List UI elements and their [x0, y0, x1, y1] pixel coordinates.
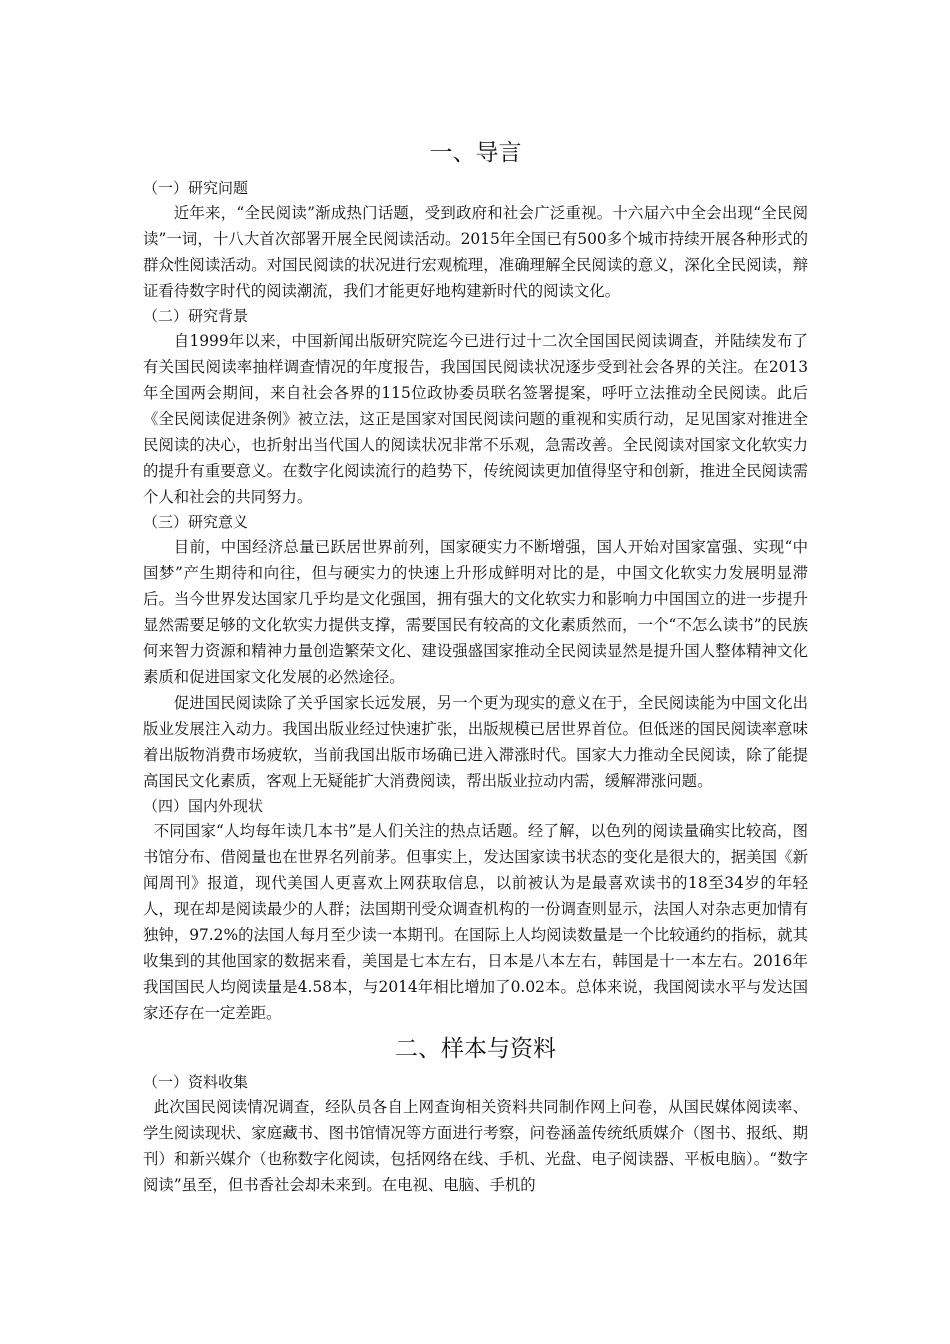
document-body	[143, 136, 808, 1198]
paragraph-research-question: 近年来，“全民阅读”渐成热门话题，受到政府和社会广泛重视。十六届六中全会出现“全民阅读”一词，十八大首次部署开展全民阅读活动。2015年全国已有500多个城市持续开展各种形式的群众性阅读活动。对国民阅读的状况进行宏观梳理，准确理解全民阅读的意义，深化全民阅读，辩证看待数字时代的阅读潮流，我们才能更好地构建新时代的阅读文化。	[143, 204, 808, 300]
subsection-heading-research-significance: （三）研究意义	[143, 513, 249, 531]
paragraph-research-background: 自1999年以来，中国新闻出版研究院迄今已进行过十二次全国国民阅读调查，并陆续发布了有关国民阅读率抽样调查情况的年度报告，我国国民阅读状况逐步受到社会各界的关注。在2013年全国两会期间，来自社会各界的115位政协委员联名签署提案，呼吁立法推动全民阅读。此后《全民阅读促进条例》被立法，这正是国家对国民阅读问题的重视和实质行动，足见国家对推进全民阅读的决心，也折射出当代国人的阅读状况非常不乐观，急需改善。全民阅读对国家文化软实力的提升有重要意义。在数字化阅读流行的趋势下，传统阅读更加值得坚守和创新，推进全民阅读需个人和社会的共同努力。	[143, 332, 808, 506]
subsection-heading-research-question: （一）研究问题	[143, 179, 249, 197]
paragraph-data-collection: 此次国民阅读情况调查，经队员各自上网查询相关资料共同制作网上问卷，从国民媒体阅读率、学生阅读现状、家庭藏书、图书馆情况等方面进行考察，问卷涵盖传统纸质媒介（图书、报纸、期刊）和新兴媒介（也称数字化阅读，包括网络在线、手机、光盘、电子阅读器、平板电脑）。“数字阅读”虽至，但书香社会却未来到。在电视、电脑、手机的	[143, 1098, 808, 1194]
subsection-heading-current-status: （四）国内外现状	[143, 797, 264, 815]
subsection-heading-research-background: （二）研究背景	[143, 307, 249, 325]
paragraph-research-significance-1: 目前，中国经济总量已跃居世界前列，国家硬实力不断增强，国人开始对国家富强、实现“中国梦”产生期待和向往，但与硬实力的快速上升形成鲜明对比的是，中国文化软实力发展明显滞后。当今世界发达国家几乎均是文化强国，拥有强大的文化软实力和影响力中国国立的进一步提升显然需要足够的文化软实力提供支撑，需要国民有较高的文化素质然而，一个“不怎么读书”的民族何来智力资源和精神力量创造繁荣文化、建设强盛国家推动全民阅读显然是提升国人整体精神文化素质和促进国家文化发展的必然途径。	[143, 538, 808, 686]
section-title-samples-and-data: 二、样本与资料	[395, 1036, 556, 1062]
section-title-introduction: 一、导言	[429, 140, 522, 166]
paragraph-current-status: 不同国家“人均每年读几本书”是人们关注的热点话题。经了解，以色列的阅读量确实比较高，图书馆分布、借阅量也在世界名列前茅。但事实上，发达国家读书状态的变化是很大的，据美国《新闻周刊》报道，现代美国人更喜欢上网获取信息，以前被认为是最喜欢读书的18至34岁的年轻人，现在却是阅读最少的人群；法国期刊受众调查机构的一份调查则显示，法国人对杂志更加情有独钟，97.2%的法国人每月至少读一本期刊。在国际上人均阅读数量是一个比较通约的指标，就其收集到的其他国家的数据来看，美国是七本左右，日本是八本左右，韩国是十一本左右。2016年我国国民人均阅读量是4.58本，与2014年相比增加了0.02本。总体来说，我国阅读水平与发达国家还存在一定差距。	[143, 822, 808, 1022]
subsection-heading-data-collection: （一）资料收集	[143, 1073, 249, 1091]
paragraph-research-significance-2: 促进国民阅读除了关乎国家长远发展，另一个更为现实的意义在于，全民阅读能为中国文化出版业发展注入动力。我国出版业经过快速扩张，出版规模已居世界首位。但低迷的国民阅读率意味着出版物消费市场疲软，当前我国出版市场确已进入滞涨时代。国家大力推动全民阅读，除了能提高国民文化素质，客观上无疑能扩大消费阅读，帮出版业拉动内需，缓解滞涨问题。	[143, 694, 808, 790]
